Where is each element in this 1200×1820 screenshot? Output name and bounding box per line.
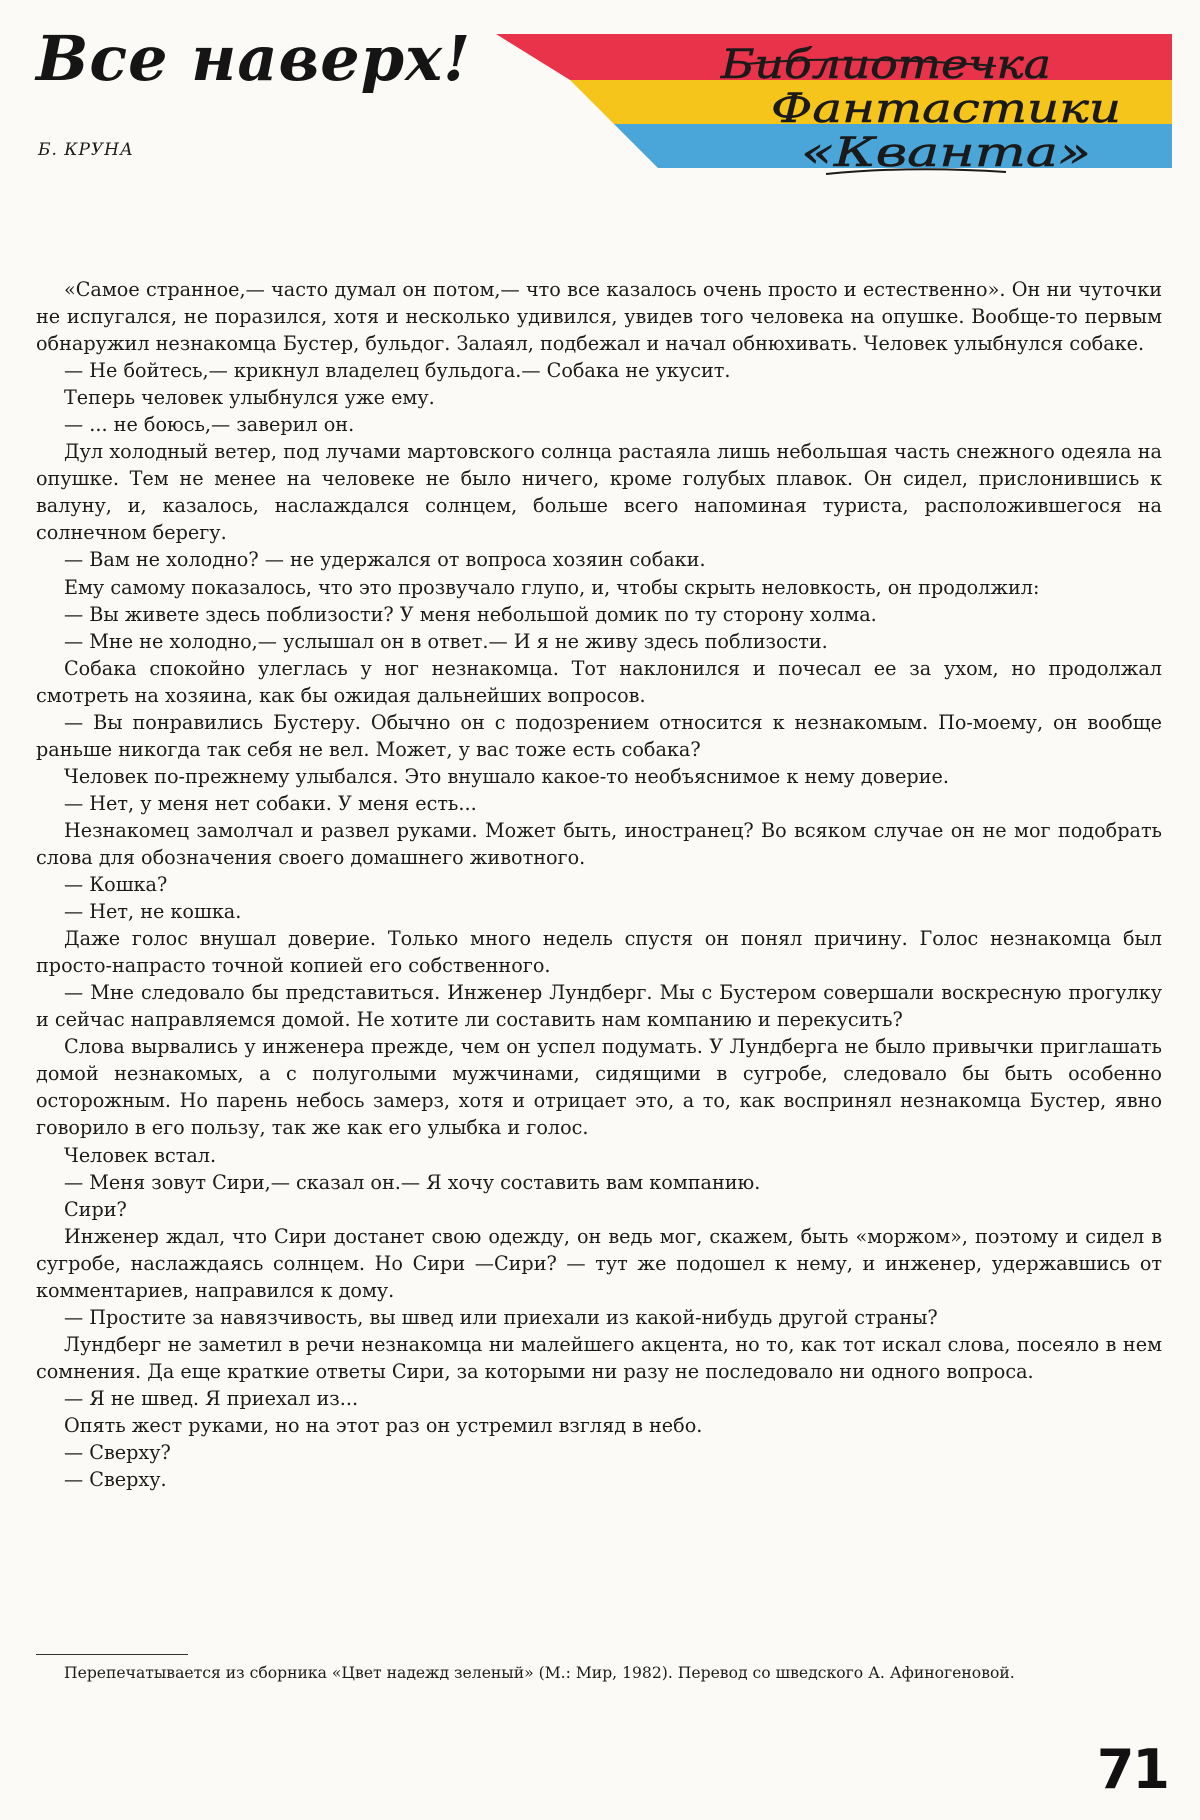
- article-paragraph: — Меня зовут Сири,— сказал он.— Я хочу составить вам компанию.: [64, 1170, 761, 1194]
- footnote-divider: [36, 1654, 188, 1655]
- article-paragraph: — ... не боюсь,— заверил он.: [64, 413, 355, 437]
- footnote: Перепечатывается из сборника «Цвет надежд зеленый» (М.: Мир, 1982). Перевод со шведского А. Афиногеновой.: [64, 1664, 1015, 1682]
- article-paragraph: Опять жест руками, но на этот раз он устремил взгляд в небо.: [64, 1413, 703, 1437]
- article-paragraph: — Мне следовало бы представиться. Инженер Лундберг. Мы с Бустером совершали воскресную прогулку и сейчас направляемся домой. Не хотите ли составить нам компанию и перекусить?: [36, 981, 1162, 1032]
- article-paragraph: — Нет, не кошка.: [64, 900, 242, 924]
- page-number: 71: [1096, 1738, 1168, 1801]
- article-paragraph: Даже голос внушал доверие. Только много недель спустя он понял причину. Голос незнакомца был просто-напрасто точной копией его собственного.: [36, 927, 1162, 978]
- logo-line-3: «Кванта»: [801, 130, 1091, 176]
- article-paragraph: Теперь человек улыбнулся уже ему.: [64, 386, 435, 410]
- article-paragraph: Дул холодный ветер, под лучами мартовского солнца растаяла лишь небольшая часть снежного одеяла на опушке. Тем не менее на человеке не было ничего, кроме голубых плавок. Он сидел, прислонившись к валуну, и, казалось, наслаждался солнцем, больше всего напоминая туриста, расположившегося на солнечном берегу.: [36, 440, 1162, 545]
- article-paragraph: Сири?: [64, 1197, 127, 1221]
- article-paragraph: — Простите за навязчивость, вы швед или приехали из какой-нибудь другой страны?: [64, 1305, 938, 1329]
- article-paragraph: — Мне не холодно,— услышал он в ответ.— И я не живу здесь поблизости.: [64, 629, 828, 653]
- article-paragraph: — Сверху?: [64, 1441, 171, 1465]
- article-title: Все наверх!: [36, 22, 472, 95]
- article-paragraph: — Нет, у меня нет собаки. У меня есть...: [64, 791, 477, 815]
- article-paragraph: Инженер ждал, что Сири достанет свою одежду, он ведь мог, скажем, быть «моржом», поэтому и сидел в сугробе, наслаждаясь солнцем. Но Сири —Сири? — тут же подошел к нему, и инженер, удержавшись от комментариев, направился к дому.: [36, 1224, 1162, 1302]
- article-paragraph: — Не бойтесь,— крикнул владелец бульдога.— Собака не укусит.: [64, 359, 731, 383]
- article-paragraph: «Самое странное,— часто думал он потом,— что все казалось очень просто и естественно». Он ни чуточки не испугался, не поразился, хотя и несколько удивился, увидев того человека на опушке. Вообще-то первым обнаружил незнакомца Бустер, бульдог. Залаял, подбежал и начал обнюхивать. Человек улыбнулся собаке.: [36, 278, 1162, 356]
- article-paragraph: — Вам не холодно? — не удержался от вопроса хозяин собаки.: [64, 548, 706, 572]
- logo-line-2: Фантастики: [771, 86, 1121, 132]
- article-paragraph: Слова вырвались у инженера прежде, чем он успел подумать. У Лундберга не было привычки приглашать домой незнакомых, а с полуголыми мужчинами, сидящими в сугробе, следовало бы быть особенно осторожным. Но парень небось замерз, хотя и отрицает это, а то, как воспринял незнакомца Бустер, явно говорило в его пользу, так же как его улыбка и голос.: [36, 1035, 1162, 1140]
- article-paragraph: — Вы живете здесь поблизости? У меня небольшой домик по ту сторону холма.: [64, 602, 877, 626]
- article-paragraph: Лундберг не заметил в речи незнакомца ни малейшего акцента, но то, как тот искал слова, посеяло в нем сомнения. Да еще краткие ответы Сири, за которыми ни разу не последовало ни одного вопроса.: [36, 1332, 1162, 1383]
- article-body: [36, 276, 1162, 1493]
- article-paragraph: — Кошка?: [64, 873, 168, 897]
- article-paragraph: Человек встал.: [64, 1143, 217, 1167]
- logo-line-1: Библиотечка: [719, 42, 1051, 88]
- article-paragraph: Собака спокойно улеглась у ног незнакомца. Тот наклонился и почесал ее за ухом, но продолжал смотреть на хозяина, как бы ожидая дальнейших вопросов.: [36, 656, 1162, 707]
- author-name: Б. КРУНА: [38, 140, 134, 160]
- article-paragraph: — Сверху.: [64, 1468, 167, 1492]
- article-paragraph: Ему самому показалось, что это прозвучало глупо, и, чтобы скрыть неловкость, он продолжил:: [64, 575, 1040, 599]
- article-paragraph: — Вы понравились Бустеру. Обычно он с подозрением относится к незнакомым. По-моему, он вообще раньше никогда так себя не вел. Может, у вас тоже есть собака?: [36, 710, 1162, 761]
- article-paragraph: — Я не швед. Я приехал из...: [64, 1386, 359, 1410]
- article-paragraph: Человек по-прежнему улыбался. Это внушало какое-то необъяснимое к нему доверие.: [64, 764, 949, 788]
- series-logo: [496, 34, 1172, 194]
- article-paragraph: Незнакомец замолчал и развел руками. Может быть, иностранец? Во всяком случае он не мог подобрать слова для обозначения своего домашнего животного.: [36, 818, 1162, 869]
